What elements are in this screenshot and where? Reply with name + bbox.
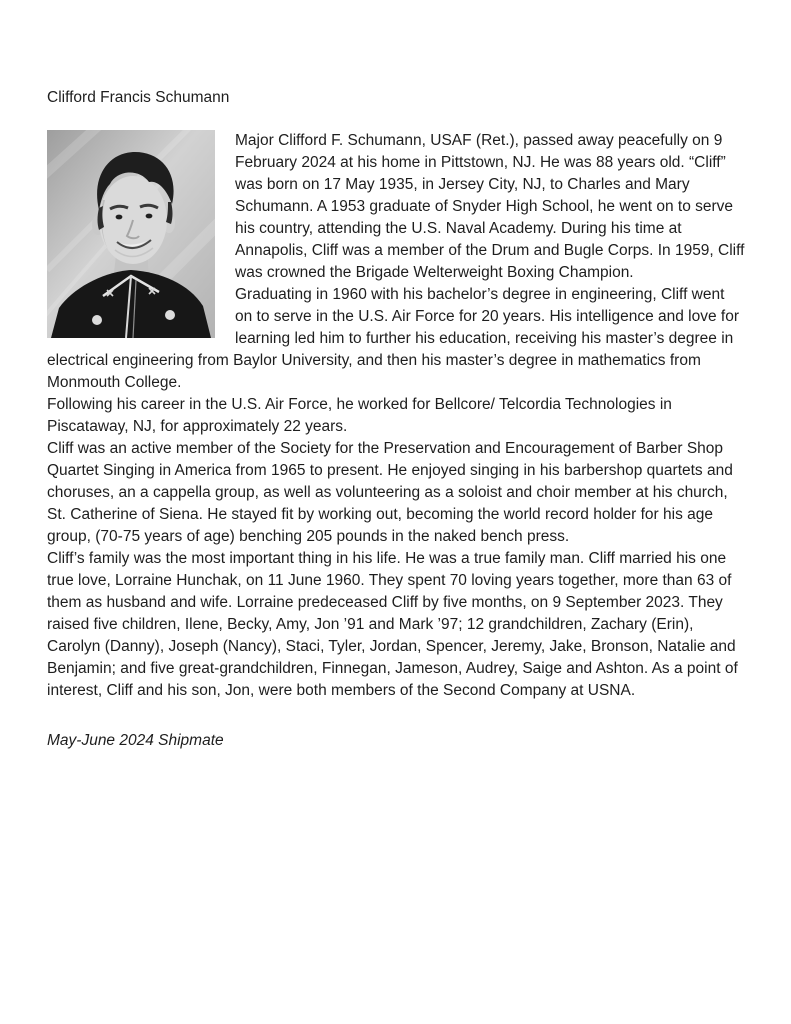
obituary-paragraph-4: Cliff was an active member of the Society for the Preservation and Encouragement of Barber Shop Quartet Singing in America from 1965 to present. He enjoyed singing in his barbershop quartets and choruses, an a cappella group, as well as volunteering as a soloist and choir member at his church, St. Catherine of Siena. He stayed fit by working out, becoming the world record holder for his age group, (70-75 years of age) benching 205 pounds in the naked bench press. [47, 440, 733, 545]
portrait-photo [47, 130, 215, 338]
obituary-body [47, 130, 745, 752]
obituary-paragraph-5: Cliff’s family was the most important thing in his life. He was a true family man. Cliff married his one true love, Lorraine Hunchak, on 11 June 1960. They spent 70 loving years together, more than 63 of them as husband and wife. Lorraine predeceased Cliff by five months, on 9 September 2023. They raised five children, Ilene, Becky, Amy, Jon ’91 and Mark ’97; 12 grandchildren, Zachary (Erin), Carolyn (Danny), Joseph (Nancy), Staci, Tyler, Jordan, Spencer, Jeremy, Jake, Bronson, Natalie and Benjamin; and five great-grandchildren, Finnegan, Jameson, Audrey, Saige and Ashton. As a point of interest, Cliff and his son, Jon, were both members of the Second Company at USNA. [47, 550, 738, 699]
portrait-photo-illustration [47, 130, 215, 338]
obituary-paragraph-2: Graduating in 1960 with his bachelor’s degree in engineering, Cliff went on to serve in the U.S. Air Force for 20 years. His intelligence and love for learning led him to further his education, receiving his master’s degree in electrical engineering from Baylor University, and then his master’s degree in mathematics from Monmouth College. [47, 286, 739, 391]
obituary-paragraph-1: Major Clifford F. Schumann, USAF (Ret.), passed away peacefully on 9 February 2024 at his home in Pittstown, NJ. He was 88 years old. “Cliff” was born on 17 May 1935, in Jersey City, NJ, to Charles and Mary Schumann. A 1953 graduate of Snyder High School, he went on to serve his country, attending the U.S. Naval Academy. During his time at Annapolis, Cliff was a member of the Drum and Bugle Corps. In 1959, Cliff was crowned the Brigade Welterweight Boxing Champion. [235, 132, 745, 281]
page-title: Clifford Francis Schumann [47, 89, 230, 106]
source-citation: May-June 2024 Shipmate [47, 732, 224, 749]
obituary-paragraph-3: Following his career in the U.S. Air Force, he worked for Bellcore/ Telcordia Technologies in Piscataway, NJ, for approximately 22 years. [47, 396, 672, 435]
